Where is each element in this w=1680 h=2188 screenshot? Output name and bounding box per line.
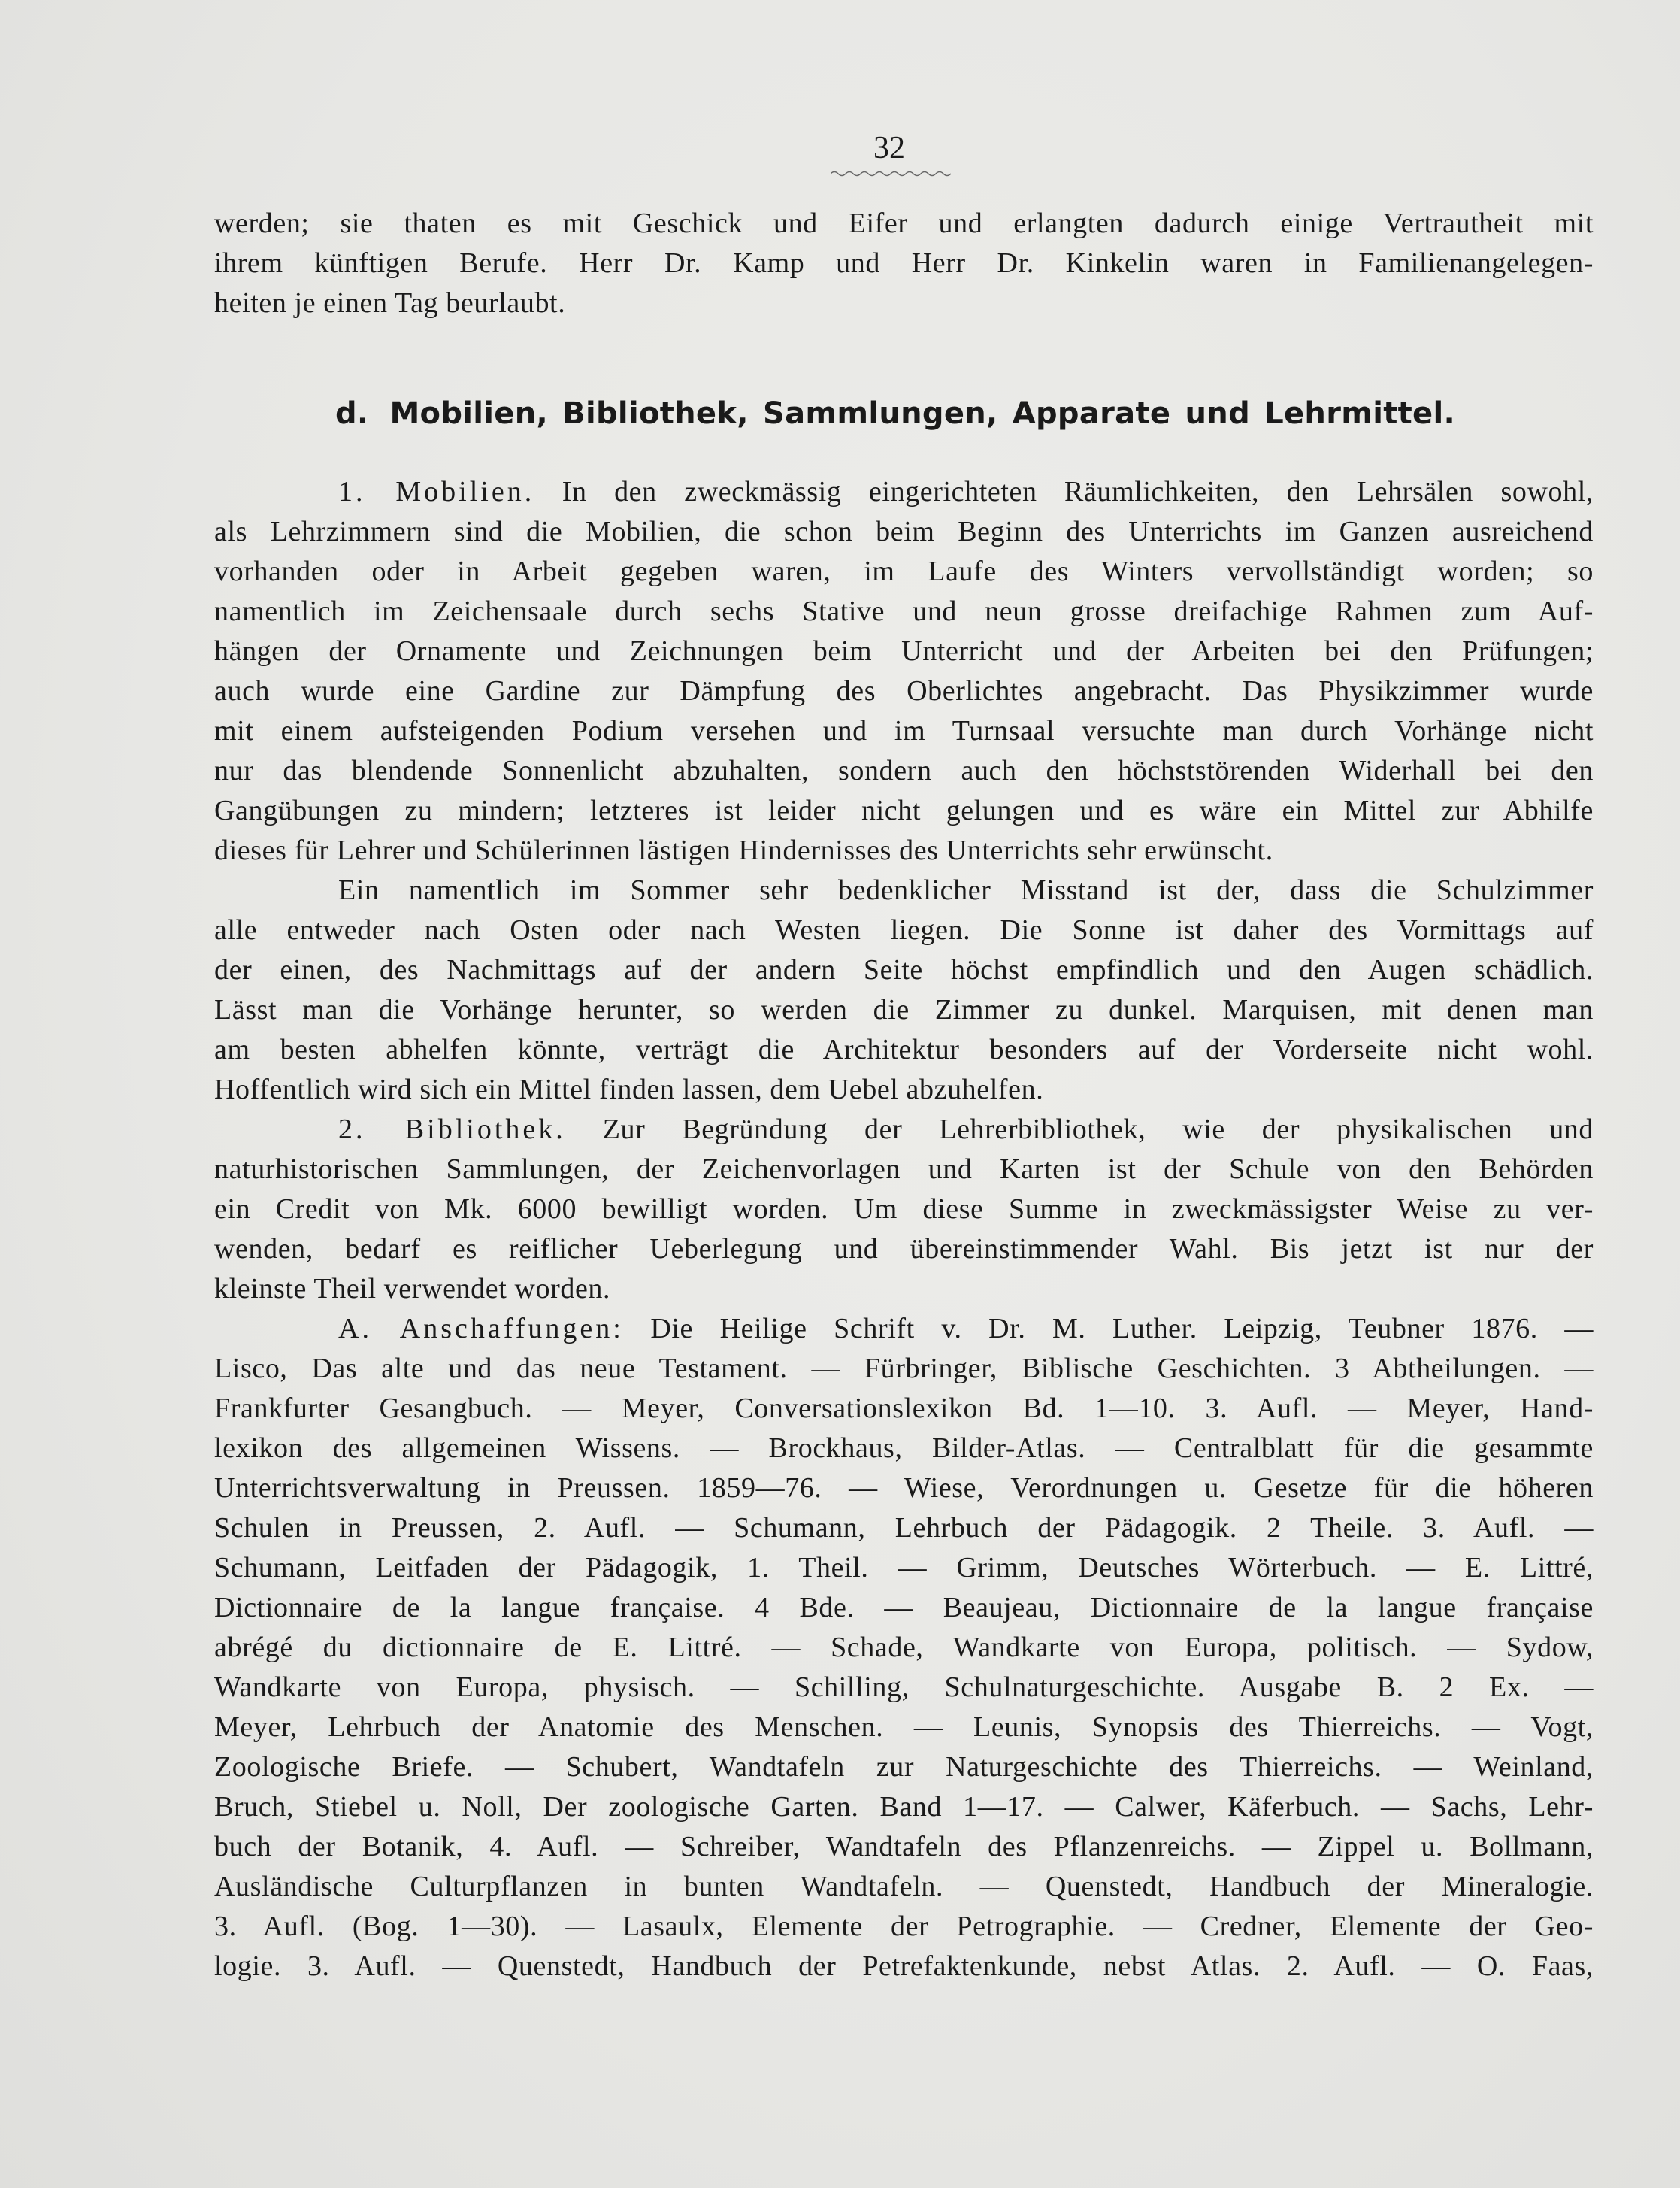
anschaffungen-line: logie. 3. Aufl. — Quenstedt, Handbuch der Petrefaktenkunde, nebst Atlas. 2. Aufl. — O. Faas, [214, 1950, 1594, 1982]
page-number: 32 [873, 131, 905, 165]
missstand-first-line: Ein namentlich im Sommer sehr bedenklicher Misstand ist der, dass die Schulzimmer [338, 874, 1594, 906]
anschaffungen-line: Wandkarte von Europa, physisch. — Schilling, Schulnaturgeschichte. Ausgabe B. 2 Ex. — [214, 1671, 1594, 1703]
anschaffungen-line: Meyer, Lehrbuch der Anatomie des Menschen. — Leunis, Synopsis des Thierreichs. — Vogt, [214, 1711, 1594, 1743]
anschaffungen-line: Ausländische Culturpflanzen in bunten Wandtafeln. — Quenstedt, Handbuch der Mineralogie. [214, 1871, 1594, 1902]
mobilien-label: 1. Mobilien. [338, 476, 535, 508]
mobilien-paragraph [214, 472, 1594, 1986]
missstand-line: Lässt man die Vorhänge herunter, so werden die Zimmer zu dunkel. Marquisen, mit denen man [214, 994, 1594, 1026]
bibliothek-line: wenden, bedarf es reiflicher Ueberlegung und übereinstimmender Wahl. Bis jetzt ist nur der [214, 1233, 1594, 1265]
bibliothek-first-line [214, 1110, 1594, 1150]
anschaffungen-line: lexikon des allgemeinen Wissens. — Brockhaus, Bilder-Atlas. — Centralblatt für die gesammte [214, 1432, 1594, 1464]
missstand-line: der einen, des Nachmittags auf der andern Seite höchst empfindlich und den Augen schädlich. [214, 954, 1594, 986]
anschaffungen-line: Bruch, Stiebel u. Noll, Der zoologische Garten. Band 1—17. — Calwer, Käferbuch. — Sachs, Lehr- [214, 1791, 1594, 1823]
anschaffungen-first-line-rest: Die Heilige Schrift v. Dr. M. Luther. Leipzig, Teubner 1876. — [650, 1313, 1594, 1344]
intro-line-2: ihrem künftigen Berufe. Herr Dr. Kamp und Herr Dr. Kinkelin waren in Familienangelegen- [214, 247, 1594, 279]
section-letter: d. [335, 396, 369, 431]
bibliothek-label: 2. Bibliothek. [338, 1114, 566, 1145]
anschaffungen-first-line [214, 1309, 1594, 1349]
anschaffungen-line: Frankfurter Gesangbuch. — Meyer, Conversationslexikon Bd. 1—10. 3. Aufl. — Meyer, Hand- [214, 1393, 1594, 1424]
intro-line-1: werden; sie thaten es mit Geschick und Eifer und erlangten dadurch einige Vertrautheit mit [214, 208, 1594, 239]
anschaffungen-line: Lisco, Das alte und das neue Testament. — Fürbringer, Biblische Geschichten. 3 Abtheilungen. — [214, 1353, 1594, 1384]
bibliothek-first-line-rest: Zur Begründung der Lehrerbibliothek, wie der physikalischen und [602, 1114, 1594, 1145]
anschaffungen-line: buch der Botanik, 4. Aufl. — Schreiber, Wandtafeln des Pflanzenreichs. — Zippel u. Bollmann, [214, 1831, 1594, 1862]
anschaffungen-line: abrégé du dictionnaire de E. Littré. — Schade, Wandkarte von Europa, politisch. — Sydow, [214, 1632, 1594, 1663]
bibliothek-line: kleinste Theil verwendet worden. [214, 1273, 611, 1305]
anschaffungen-line: 3. Aufl. (Bog. 1—30). — Lasaulx, Elemente der Petrographie. — Credner, Elemente der Geo- [214, 1911, 1594, 1942]
anschaffungen-line: Dictionnaire de la langue française. 4 Bde. — Beaujeau, Dictionnaire de la langue française [214, 1592, 1594, 1623]
mobilien-line: als Lehrzimmern sind die Mobilien, die schon beim Beginn des Unterrichts im Ganzen ausreichend [214, 516, 1594, 547]
mobilien-line: vorhanden oder in Arbeit gegeben waren, im Laufe des Winters vervollständigt worden; so [214, 556, 1594, 587]
mobilien-first-line [214, 472, 1594, 512]
anschaffungen-line: Zoologische Briefe. — Schubert, Wandtafeln zur Naturgeschichte des Thierreichs. — Weinland, [214, 1751, 1594, 1783]
anschaffungen-line: Schumann, Leitfaden der Pädagogik, 1. Theil. — Grimm, Deutsches Wörterbuch. — E. Littré, [214, 1552, 1594, 1583]
section-heading [335, 392, 1455, 435]
bibliothek-line: ein Credit von Mk. 6000 bewilligt worden. Um diese Summe in zweckmässigster Weise zu ver- [214, 1193, 1594, 1225]
mobilien-line: nur das blendende Sonnenlicht abzuhalten, sondern auch den höchststörenden Widerhall bei den [214, 755, 1594, 786]
mobilien-first-line-rest: In den zweckmässig eingerichteten Räumlichkeiten, den Lehrsälen sowohl, [562, 476, 1594, 508]
bibliothek-line: naturhistorischen Sammlungen, der Zeichenvorlagen und Karten ist der Schule von den Behörden [214, 1153, 1594, 1185]
missstand-line: alle entweder nach Osten oder nach Westen liegen. Die Sonne ist daher des Vormittags auf [214, 914, 1594, 946]
mobilien-line: mit einem aufsteigenden Podium versehen und im Turnsaal versuchte man durch Vorhänge nicht [214, 715, 1594, 747]
mobilien-line: Gangübungen zu mindern; letzteres ist leider nicht gelungen und es wäre ein Mittel zur Abhilfe [214, 795, 1594, 826]
mobilien-line: namentlich im Zeichensaale durch sechs Stative und neun grosse dreifachige Rahmen zum Auf- [214, 595, 1594, 627]
mobilien-line: auch wurde eine Gardine zur Dämpfung des Oberlichtes angebracht. Das Physikzimmer wurde [214, 675, 1594, 707]
ornament-divider [831, 170, 951, 177]
mobilien-line: hängen der Ornamente und Zeichnungen beim Unterricht und der Arbeiten bei den Prüfungen; [214, 635, 1594, 667]
missstand-line: Hoffentlich wird sich ein Mittel finden lassen, dem Uebel abzuhelfen. [214, 1074, 1044, 1105]
mobilien-line: dieses für Lehrer und Schülerinnen lästigen Hindernisses des Unterrichts sehr erwünscht. [214, 835, 1273, 866]
anschaffungen-label: A. Anschaffungen: [338, 1313, 624, 1344]
intro-line-3: heiten je einen Tag beurlaubt. [214, 287, 566, 319]
anschaffungen-line: Schulen in Preussen, 2. Aufl. — Schumann, Lehrbuch der Pädagogik. 2 Theile. 3. Aufl. — [214, 1512, 1594, 1544]
intro-paragraph [214, 204, 1594, 323]
missstand-line: am besten abhelfen könnte, verträgt die Architektur besonders auf der Vorderseite nicht wohl. [214, 1034, 1594, 1065]
section-title: Mobilien, Bibliothek, Sammlungen, Apparate und Lehrmittel. [389, 396, 1455, 431]
anschaffungen-line: Unterrichtsverwaltung in Preussen. 1859—76. — Wiese, Verordnungen u. Gesetze für die höheren [214, 1472, 1594, 1504]
